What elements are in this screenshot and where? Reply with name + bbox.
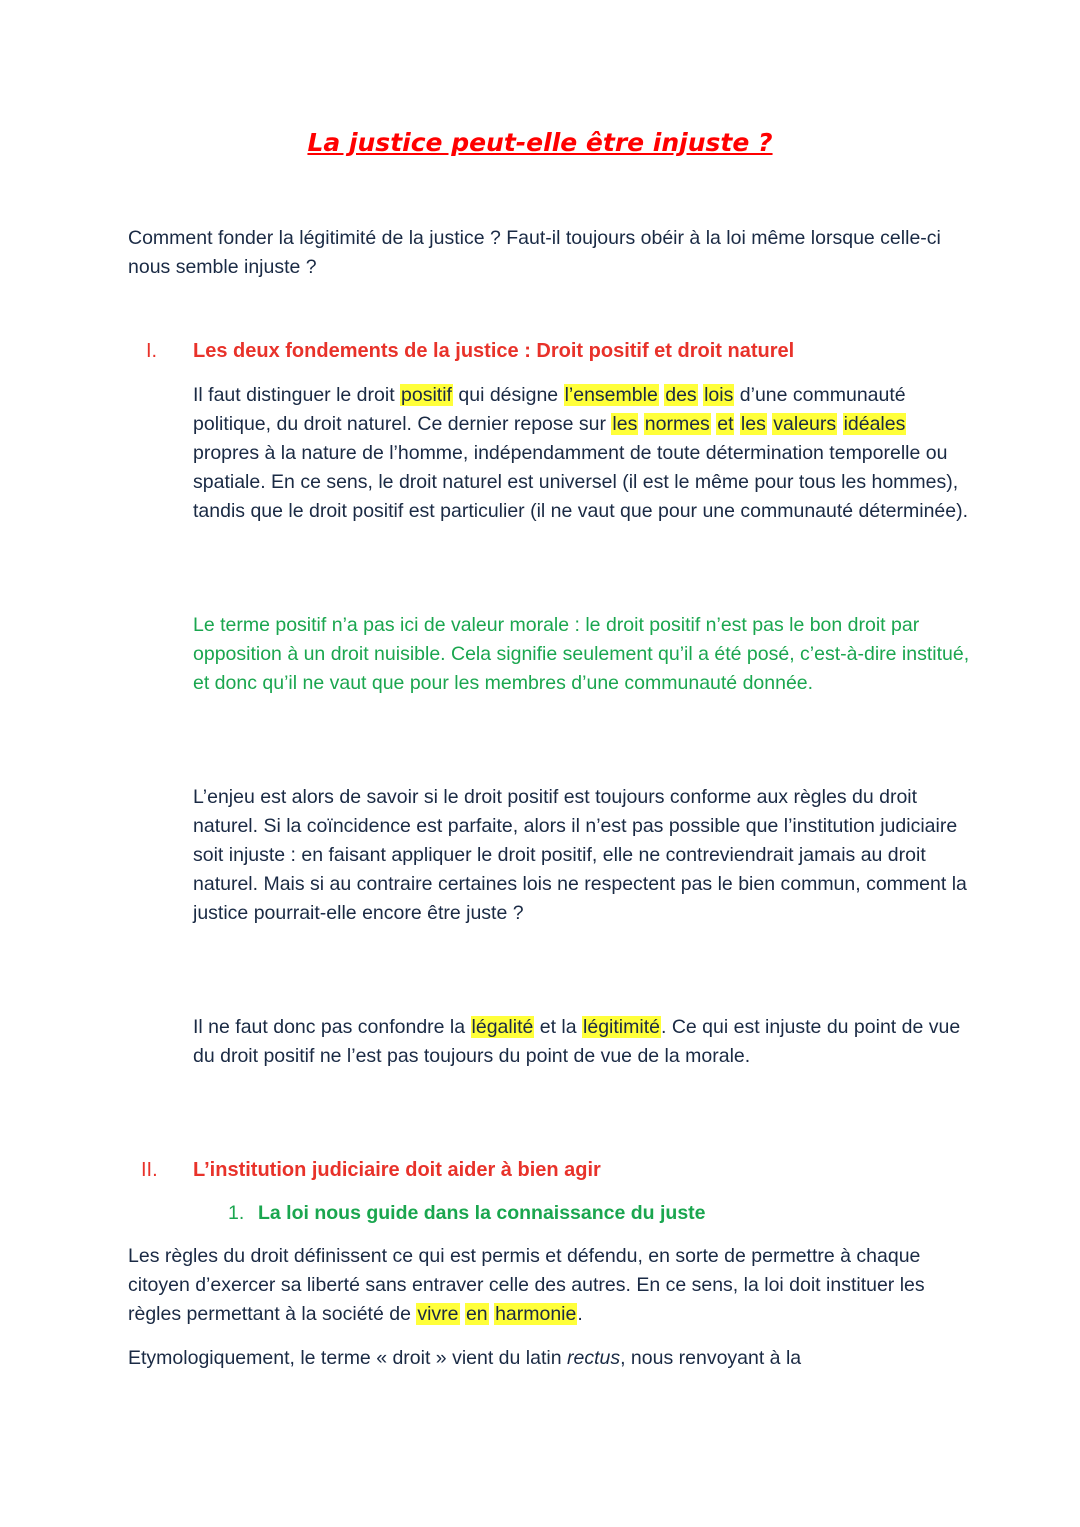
- italic-term: rectus: [566, 1347, 621, 1369]
- text-run: Il ne faut donc pas confondre la: [193, 1016, 471, 1038]
- subsection-1-number: 1.: [228, 1202, 245, 1224]
- text-run: et la: [534, 1016, 583, 1038]
- section-2-paragraph-2: [128, 1344, 963, 1373]
- section-1-paragraph-2: Le terme positif n’a pas ici de valeur morale : le droit positif n’est pas le bon droit par opposition à un droit nuisible. Cela signifie seulement qu’il a été posé, c’est-à-dire institué, et donc qu’il ne vaut que pour les membres d’une communauté donnée.: [193, 614, 970, 694]
- intro-paragraph: Comment fonder la légitimité de la justice ? Faut-il toujours obéir à la loi même lorsque celle-ci nous semble injuste ?: [128, 227, 941, 278]
- highlight: légalité: [471, 1016, 534, 1038]
- text-run: propres à la nature de l’homme, indépendamment de toute détermination temporelle ou spatiale. En ce sens, le droit naturel est universel (il est le même pour tous les hommes), tandis que le droit positif est particulier (il ne vaut que pour une communauté déterminée).: [193, 442, 969, 522]
- section-2-number: II.: [141, 1159, 158, 1181]
- section-1-paragraph-1: [193, 381, 973, 526]
- section-1-heading: Les deux fondements de la justice : Droit positif et droit naturel: [193, 340, 795, 362]
- subsection-1-heading: La loi nous guide dans la connaissance du juste: [258, 1202, 706, 1224]
- highlight: normes: [644, 413, 710, 435]
- text-run: Etymologiquement, le terme « droit » vient du latin: [128, 1347, 567, 1369]
- text-run: , nous renvoyant à la: [620, 1347, 802, 1369]
- section-2-heading: L’institution judiciaire doit aider à bien agir: [193, 1159, 601, 1181]
- section-1-paragraph-4: [193, 1013, 973, 1071]
- highlight: lois: [704, 384, 734, 406]
- section-2-paragraph-1: [128, 1242, 963, 1329]
- highlight: les: [740, 413, 766, 435]
- text-run: [638, 413, 643, 435]
- highlight: en: [465, 1303, 488, 1325]
- text-run: .: [577, 1303, 583, 1325]
- text-run: Les règles du droit définissent ce qui est permis et défendu, en sorte de permettre à chaque citoyen d’exercer sa liberté sans entraver celle des autres. En ce sens, la loi doit instituer les règles permettant à la société de: [128, 1245, 925, 1325]
- text-run: [837, 413, 842, 435]
- text-run: Il faut distinguer le droit: [193, 384, 401, 406]
- text-run: d’une communauté politique, du droit naturel. Ce dernier repose sur: [193, 384, 906, 435]
- section-1-paragraph-3: L’enjeu est alors de savoir si le droit positif est toujours conforme aux règles du droit naturel. Si la coïncidence est parfaite, alors il n’est pas possible que l’institution judiciaire soit injuste : en faisant appliquer le droit positif, elle ne contreviendrait jamais au droit naturel. Mais si au contraire certaines lois ne respectent pas le bien commun, comment la justice pourrait-elle encore être juste ?: [193, 786, 967, 924]
- text-run: . Ce qui est injuste du point de vue du droit positif ne l’est pas toujours du point de vue de la morale.: [193, 1016, 961, 1067]
- highlight: des: [665, 384, 697, 406]
- highlight: positif: [401, 384, 452, 406]
- highlight: l’ensemble: [564, 384, 658, 406]
- highlight: valeurs: [773, 413, 837, 435]
- text-run: qui désigne: [452, 384, 564, 406]
- highlight: harmonie: [495, 1303, 577, 1325]
- highlight: idéales: [843, 413, 906, 435]
- highlight: les: [612, 413, 638, 435]
- document-title: La justice peut-elle être injuste ?: [307, 128, 773, 157]
- highlight: légitimité: [583, 1016, 660, 1038]
- section-1-number: I.: [146, 340, 158, 362]
- highlight: et: [717, 413, 734, 435]
- highlight: vivre: [417, 1303, 459, 1325]
